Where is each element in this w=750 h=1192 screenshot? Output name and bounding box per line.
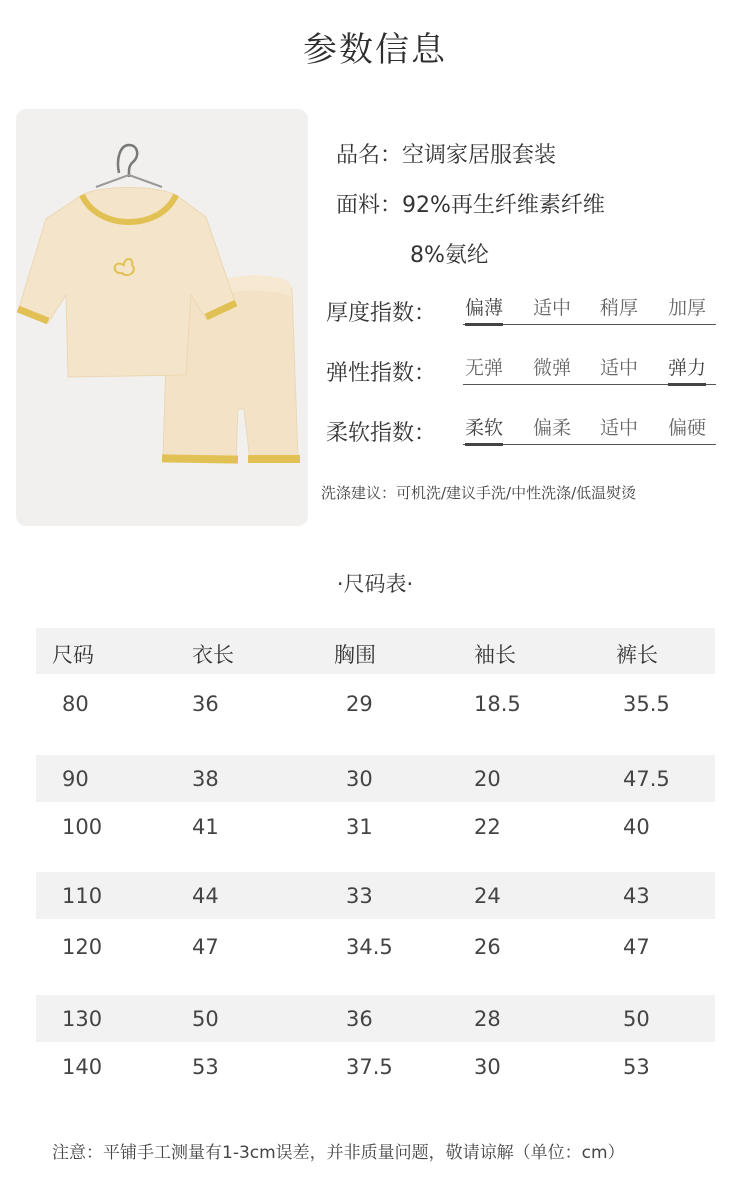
table-cell: 31 (346, 815, 373, 839)
table-cell: 18.5 (474, 692, 521, 716)
product-name-line (336, 138, 556, 169)
elasticity-index-scale (463, 350, 716, 385)
fabric-label: 面料： (336, 193, 403, 218)
table-cell: 20 (474, 767, 501, 791)
size-table-title: ·尺码表· (336, 572, 414, 596)
elasticity-index-label: 弹性指数： (326, 361, 437, 386)
table-cell: 41 (192, 815, 219, 839)
table-cell: 47.5 (623, 767, 670, 791)
softness-option-hard: 偏硬 (668, 417, 707, 439)
table-row (36, 995, 715, 1042)
table-cell: 30 (346, 767, 373, 791)
elasticity-option-none: 无弹 (465, 357, 504, 379)
softness-index-scale (463, 410, 716, 445)
size-table (36, 628, 715, 1079)
fabric-line (336, 188, 605, 219)
table-cell: 30 (474, 1055, 501, 1079)
table-cell: 28 (474, 1007, 501, 1031)
table-cell: 120 (62, 935, 103, 959)
table-cell: 80 (62, 692, 89, 716)
fabric-value-1: 92%再生纤维素纤维 (402, 193, 605, 218)
table-cell: 36 (192, 692, 219, 716)
table-cell: 37.5 (346, 1055, 393, 1079)
thickness-index-scale (463, 290, 716, 325)
table-cell: 43 (623, 884, 650, 908)
elasticity-option-slight: 微弹 (533, 357, 572, 379)
table-cell: 53 (623, 1055, 650, 1079)
size-table-header (36, 628, 715, 674)
elasticity-index (326, 350, 716, 390)
thickness-option-thick: 加厚 (668, 297, 707, 319)
fabric-value-2: 8%氨纶 (410, 243, 489, 268)
elasticity-option-medium: 适中 (600, 357, 639, 379)
table-row (36, 918, 715, 978)
header-size: 尺码 (52, 643, 94, 667)
table-cell: 26 (474, 935, 501, 959)
thickness-index (326, 290, 716, 330)
thickness-option-thin: 偏薄 (465, 293, 503, 326)
product-name-value: 空调家居服套装 (402, 143, 557, 168)
softness-index (326, 410, 716, 450)
table-cell: 34.5 (346, 935, 393, 959)
measurement-note: 注意：平铺手工测量有1-3cm误差，并非质量问题，敬请谅解（单位：cm） (52, 1143, 625, 1163)
thickness-option-medium: 适中 (533, 297, 572, 319)
table-row (36, 798, 715, 858)
table-row (36, 872, 715, 919)
thickness-option-slightly-thick: 稍厚 (600, 297, 639, 319)
thickness-index-label: 厚度指数： (326, 301, 437, 326)
softness-option-medium: 适中 (600, 417, 639, 439)
table-cell: 38 (192, 767, 219, 791)
table-row (36, 755, 715, 802)
table-cell: 47 (623, 935, 650, 959)
table-row (36, 1038, 715, 1098)
header-length: 衣长 (192, 643, 234, 667)
table-row (36, 675, 715, 735)
page-title: 参数信息 (303, 30, 447, 70)
table-cell: 110 (62, 884, 103, 908)
pajama-set-illustration (16, 109, 308, 526)
softness-index-label: 柔软指数： (326, 421, 437, 446)
elasticity-option-stretchy: 弹力 (668, 353, 706, 386)
wash-instructions: 洗涤建议：可机洗/建议手洗/中性洗涤/低温熨烫 (321, 484, 637, 502)
table-cell: 36 (346, 1007, 373, 1031)
table-cell: 90 (62, 767, 89, 791)
table-cell: 24 (474, 884, 501, 908)
table-cell: 140 (62, 1055, 103, 1079)
table-cell: 22 (474, 815, 501, 839)
table-cell: 130 (62, 1007, 103, 1031)
table-cell: 53 (192, 1055, 219, 1079)
header-sleeve: 袖长 (474, 643, 516, 667)
table-cell: 47 (192, 935, 219, 959)
header-chest: 胸围 (334, 643, 376, 667)
header-pants-length: 裤长 (616, 643, 658, 667)
product-name-label: 品名： (336, 143, 403, 168)
softness-option-fairly-soft: 偏柔 (533, 417, 572, 439)
product-photo (16, 109, 308, 526)
table-cell: 40 (623, 815, 650, 839)
table-cell: 50 (192, 1007, 219, 1031)
table-cell: 35.5 (623, 692, 670, 716)
table-cell: 100 (62, 815, 103, 839)
table-cell: 29 (346, 692, 373, 716)
table-cell: 44 (192, 884, 219, 908)
table-cell: 50 (623, 1007, 650, 1031)
softness-option-soft: 柔软 (465, 413, 503, 446)
table-cell: 33 (346, 884, 373, 908)
